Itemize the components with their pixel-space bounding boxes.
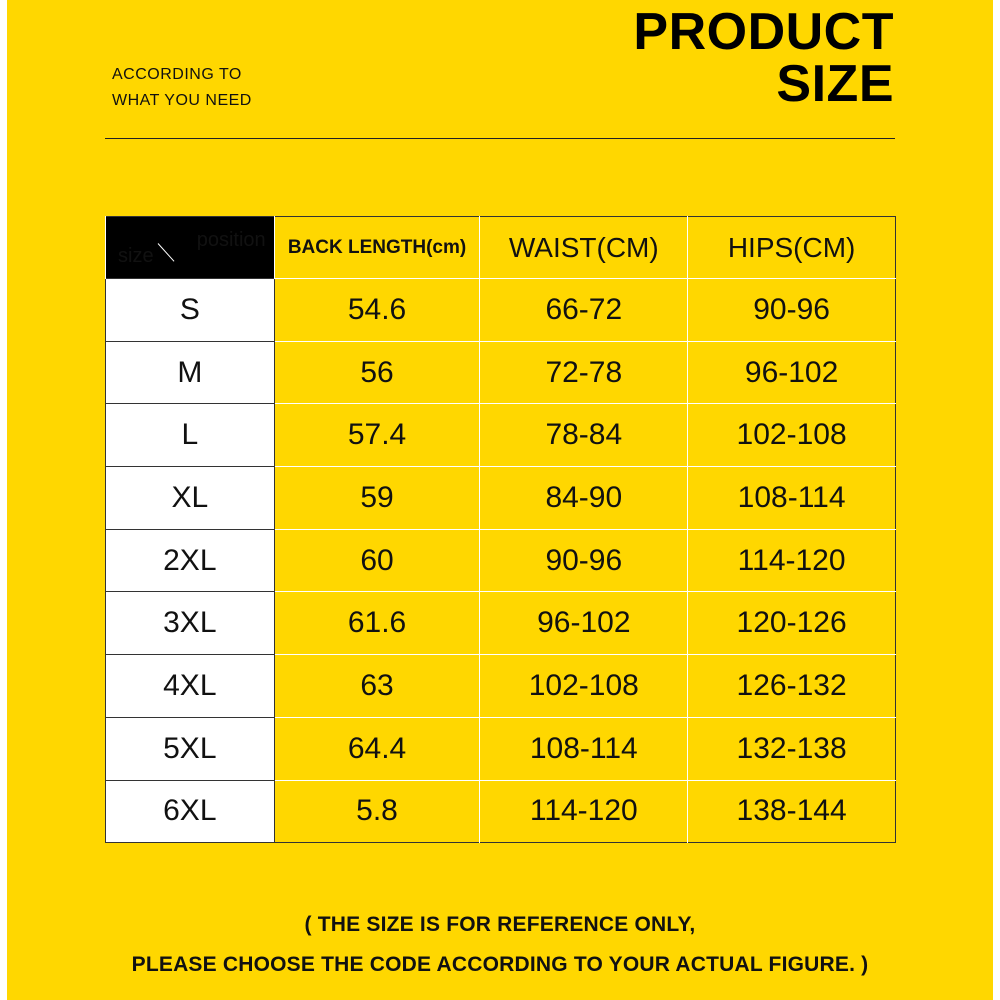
reference-note-line-2: PLEASE CHOOSE THE CODE ACCORDING TO YOUR ACTUAL FIGURE. ) — [131, 953, 869, 976]
page-title — [633, 3, 894, 113]
hips-cell: 108-114 — [688, 467, 896, 530]
table-row — [106, 655, 896, 718]
corner-header — [106, 217, 275, 279]
waist-cell: 90-96 — [480, 529, 688, 592]
hips-cell: 138-144 — [688, 780, 896, 843]
size-cell: S — [106, 279, 275, 342]
back-length-cell: 61.6 — [274, 592, 480, 655]
waist-cell: 108-114 — [480, 717, 688, 780]
hips-cell: 126-132 — [688, 655, 896, 718]
header-divider — [105, 138, 895, 139]
corner-size-label: size — [118, 245, 154, 267]
back-length-cell: 64.4 — [274, 717, 480, 780]
table-body — [106, 279, 896, 843]
reference-note-line-1: ( THE SIZE IS FOR REFERENCE ONLY, — [304, 913, 696, 936]
size-cell: 2XL — [106, 529, 275, 592]
table-row — [106, 529, 896, 592]
back-length-cell: 63 — [274, 655, 480, 718]
tagline-line-2: WHAT YOU NEED — [112, 92, 252, 109]
waist-cell: 84-90 — [480, 467, 688, 530]
hips-cell: 132-138 — [688, 717, 896, 780]
table-row — [106, 780, 896, 843]
waist-cell: 102-108 — [480, 655, 688, 718]
table-row — [106, 717, 896, 780]
size-cell: M — [106, 341, 275, 404]
hips-cell: 90-96 — [688, 279, 896, 342]
size-cell: L — [106, 404, 275, 467]
waist-cell: 96-102 — [480, 592, 688, 655]
column-header-waist: WAIST(CM) — [480, 217, 688, 279]
title-line-1: PRODUCT — [633, 3, 894, 61]
back-length-cell: 5.8 — [274, 780, 480, 843]
hips-cell: 102-108 — [688, 404, 896, 467]
table-row — [106, 341, 896, 404]
title-line-2: SIZE — [776, 55, 894, 113]
column-header-back-length: BACK LENGTH(cm) — [274, 217, 480, 279]
size-cell: 5XL — [106, 717, 275, 780]
table-header-row — [106, 217, 896, 279]
back-length-cell: 60 — [274, 529, 480, 592]
tagline — [112, 62, 252, 114]
corner-divider — [158, 243, 175, 262]
corner-position-label: position — [196, 229, 266, 251]
table-row — [106, 279, 896, 342]
size-table — [105, 216, 896, 843]
table-row — [106, 404, 896, 467]
waist-cell: 78-84 — [480, 404, 688, 467]
size-cell: 4XL — [106, 655, 275, 718]
table-row — [106, 467, 896, 530]
tagline-line-1: ACCORDING TO — [112, 66, 242, 83]
back-length-cell: 56 — [274, 341, 480, 404]
size-cell: 6XL — [106, 780, 275, 843]
hips-cell: 96-102 — [688, 341, 896, 404]
size-cell: 3XL — [106, 592, 275, 655]
hips-cell: 120-126 — [688, 592, 896, 655]
back-length-cell: 54.6 — [274, 279, 480, 342]
waist-cell: 72-78 — [480, 341, 688, 404]
hips-cell: 114-120 — [688, 529, 896, 592]
column-header-hips: HIPS(CM) — [688, 217, 896, 279]
table-row — [106, 592, 896, 655]
back-length-cell: 57.4 — [274, 404, 480, 467]
waist-cell: 66-72 — [480, 279, 688, 342]
size-cell: XL — [106, 467, 275, 530]
waist-cell: 114-120 — [480, 780, 688, 843]
back-length-cell: 59 — [274, 467, 480, 530]
